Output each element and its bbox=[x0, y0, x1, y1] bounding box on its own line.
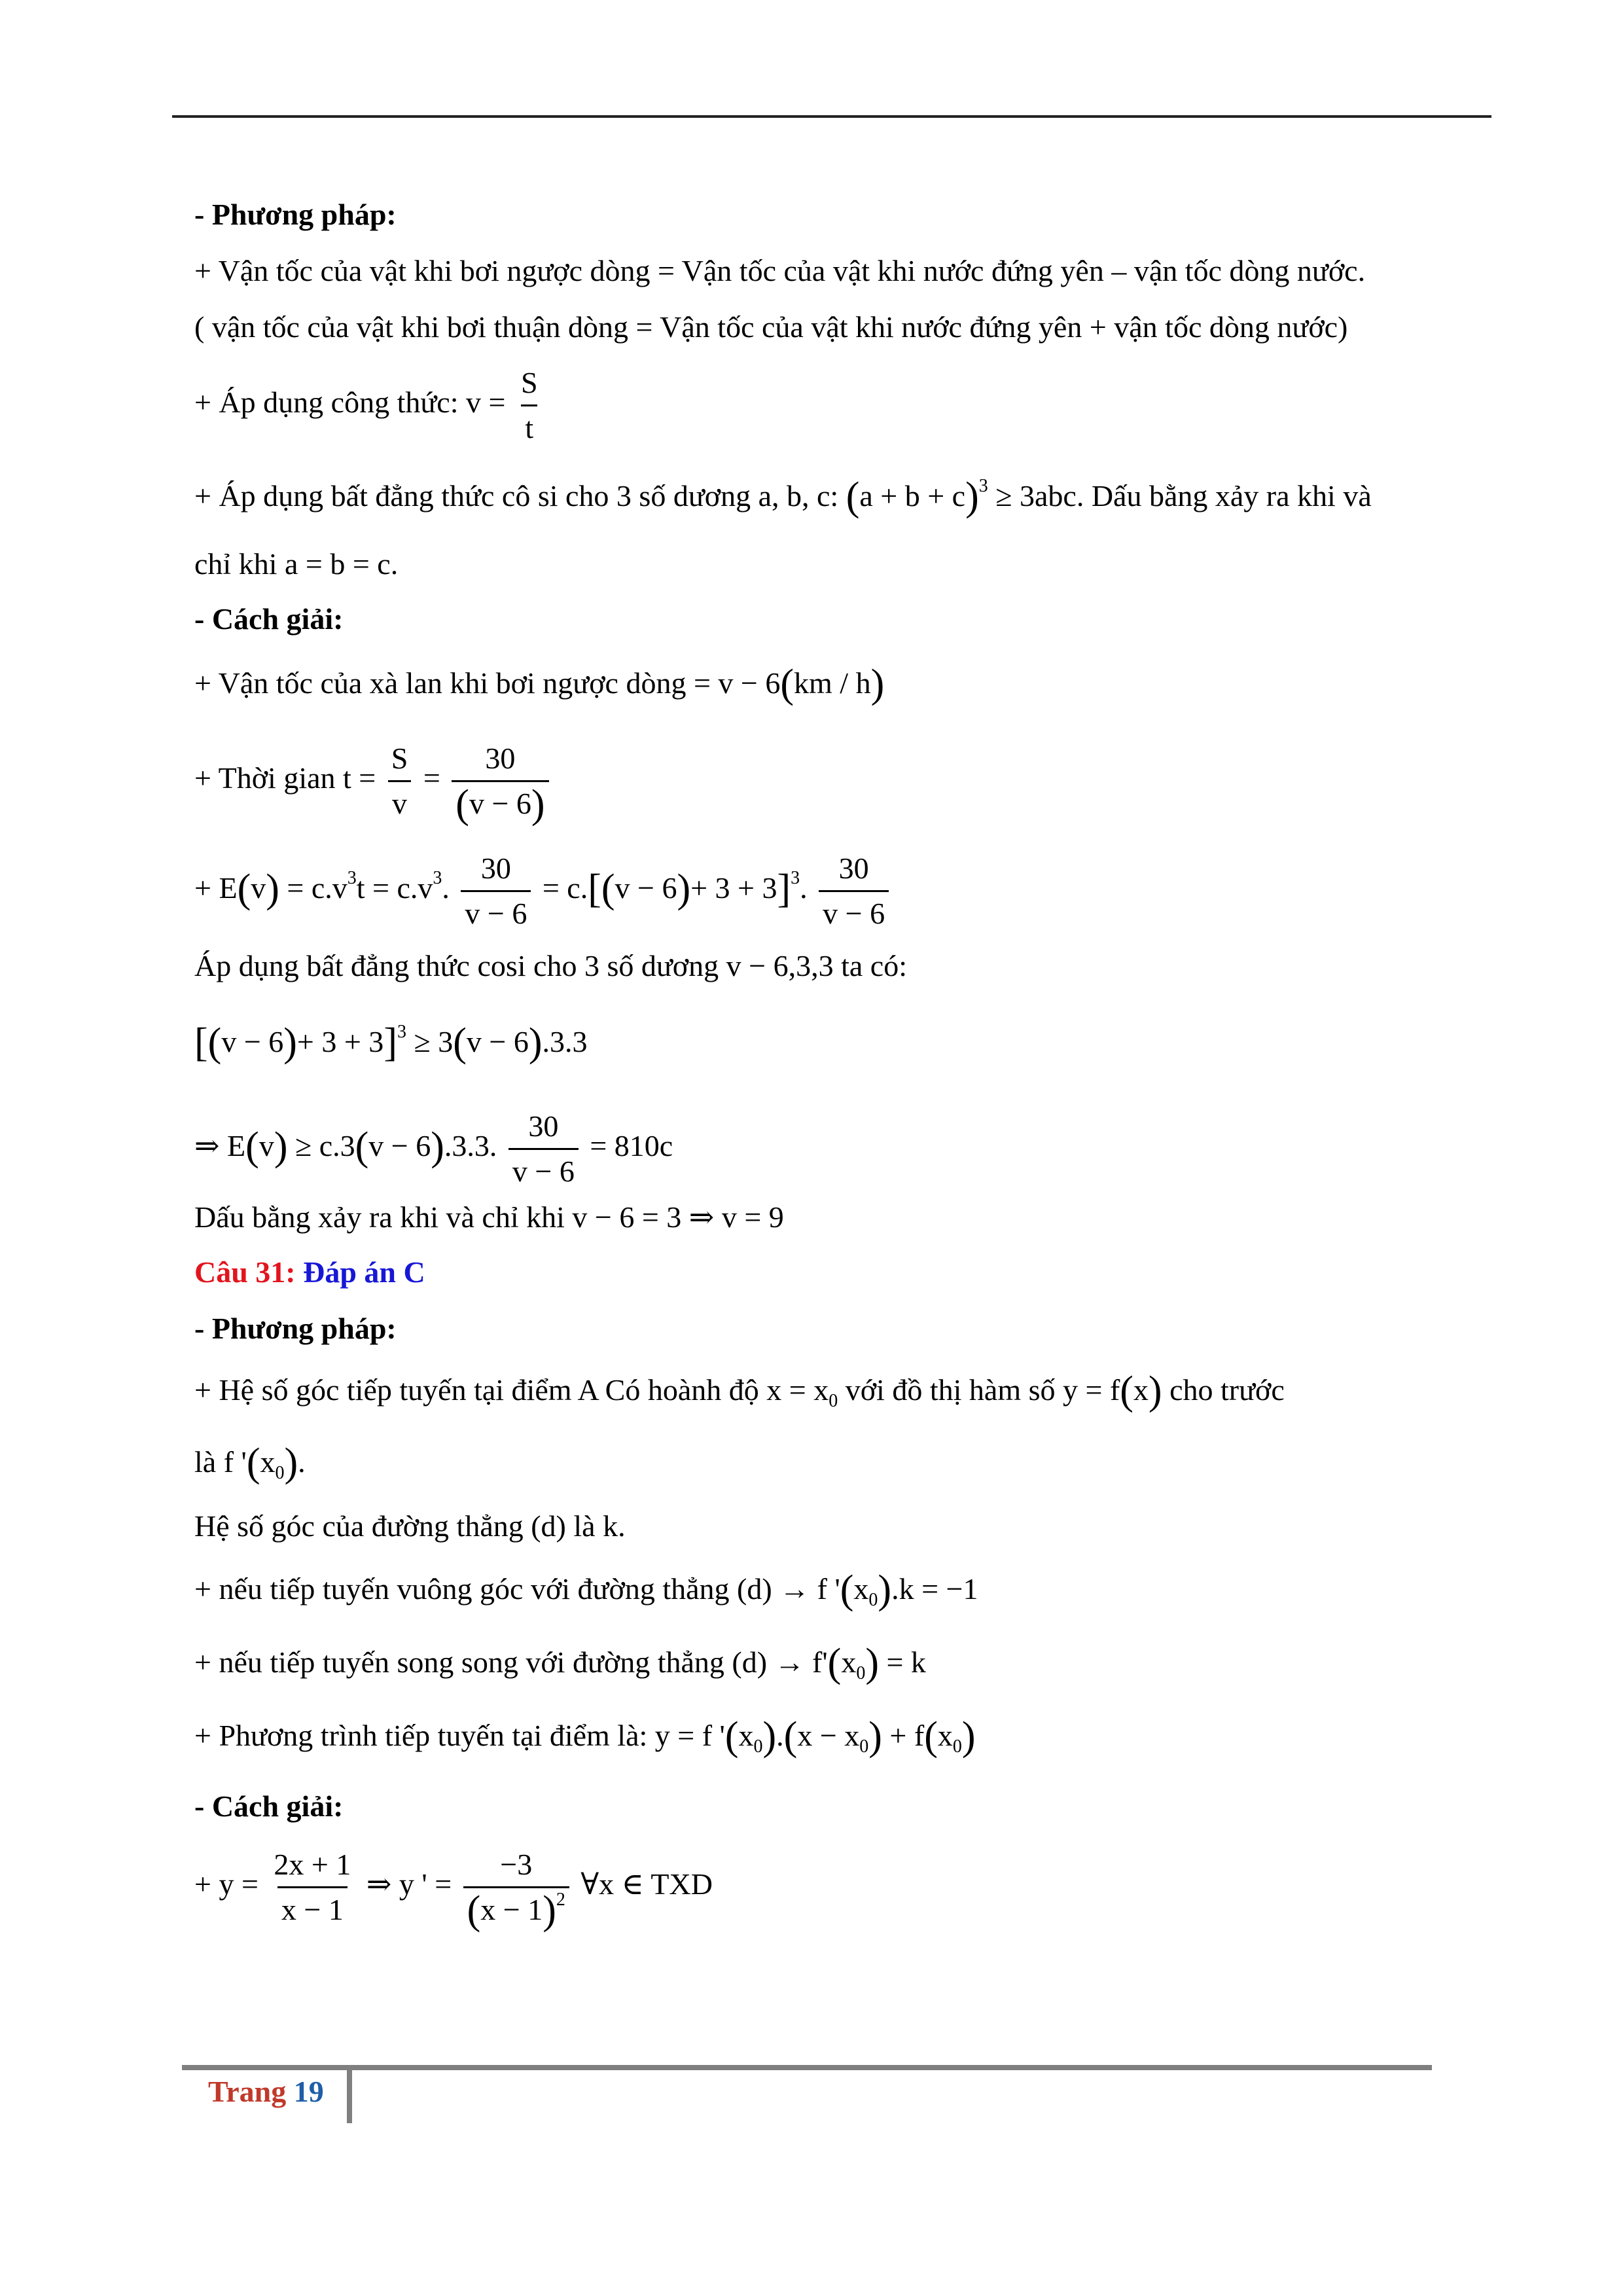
paren: ) bbox=[543, 1888, 556, 1933]
expr: y = f ' bbox=[654, 1719, 725, 1752]
exponent: 2 bbox=[556, 1890, 565, 1910]
expr: = c.v bbox=[287, 871, 348, 905]
paren: ( bbox=[237, 867, 251, 912]
bracket: [ bbox=[588, 867, 601, 912]
text: ta có: bbox=[841, 949, 907, 982]
numerator: S bbox=[520, 366, 538, 399]
subscript: 0 bbox=[275, 1463, 285, 1483]
method-line-1 bbox=[194, 1369, 1285, 1413]
method-line-6 bbox=[194, 1714, 976, 1759]
text: + Áp dụng công thức: bbox=[194, 386, 459, 420]
paren: ) bbox=[431, 1124, 444, 1170]
method-heading: - Phương pháp: bbox=[194, 198, 397, 231]
expr: .3.3. bbox=[444, 1129, 497, 1163]
denominator: v − 6 bbox=[508, 1148, 579, 1193]
expr: x − x bbox=[797, 1719, 860, 1752]
question-label: Câu 31: bbox=[194, 1255, 296, 1289]
exponent: 3 bbox=[791, 868, 800, 889]
paren: ) bbox=[528, 1020, 543, 1065]
paren: ) bbox=[1148, 1369, 1162, 1413]
footer-divider bbox=[347, 2068, 352, 2123]
solution-line-5 bbox=[194, 1020, 588, 1065]
answer-label: Đáp án C bbox=[303, 1255, 425, 1289]
formula-lhs: v = bbox=[466, 386, 506, 420]
question-header bbox=[194, 1254, 425, 1291]
text: + Thời gian bbox=[194, 761, 336, 795]
expr: + 3 + 3 bbox=[296, 1025, 384, 1058]
method-line-4 bbox=[194, 475, 1372, 519]
paren: ( bbox=[207, 1020, 222, 1065]
numerator: S bbox=[391, 742, 408, 775]
formula bbox=[219, 847, 893, 935]
text: Dấu bằng xảy ra khi và chỉ khi bbox=[194, 1200, 565, 1234]
paren: ) bbox=[531, 782, 545, 827]
expr: t = c.v bbox=[356, 871, 433, 905]
expr: x bbox=[260, 1445, 276, 1479]
subscript: 0 bbox=[753, 1736, 763, 1757]
expr: v − 6 bbox=[615, 871, 677, 905]
fraction bbox=[452, 737, 548, 825]
expr: .k = −1 bbox=[891, 1572, 978, 1605]
paren: ) bbox=[868, 1714, 882, 1759]
text: chỉ khi bbox=[194, 547, 277, 581]
expr: → f ' bbox=[779, 1572, 840, 1605]
paren: ( bbox=[467, 1888, 481, 1933]
paren: ( bbox=[245, 1124, 259, 1170]
expr: ≥ 3abc bbox=[995, 479, 1077, 512]
bracket: ] bbox=[383, 1020, 397, 1065]
expr: x = x bbox=[766, 1373, 829, 1407]
paren: ) bbox=[283, 1020, 297, 1065]
expr: x bbox=[937, 1719, 953, 1752]
subscript: 0 bbox=[829, 1391, 838, 1411]
formula bbox=[766, 1372, 838, 1411]
method-line-2: ( vận tốc của vật khi bơi thuận dòng = Vận tốc của vật khi nước đứng yên + vận tốc dòng nước) bbox=[194, 310, 1348, 344]
method-heading: - Phương pháp: bbox=[194, 1312, 397, 1345]
solution-line-3 bbox=[194, 847, 893, 935]
solution-heading: - Cách giải: bbox=[194, 1789, 344, 1823]
subscript: 0 bbox=[856, 1663, 866, 1683]
paren: ( bbox=[924, 1714, 938, 1759]
expr: ∀x ∈ TXD bbox=[580, 1867, 713, 1901]
method-line-1: + Vận tốc của vật khi bơi ngược dòng = Vận tốc của vật khi nước đứng yên – vận tốc dòng nước. bbox=[194, 254, 1366, 287]
expr: x bbox=[853, 1572, 869, 1605]
formula bbox=[219, 1843, 712, 1931]
expr: y = f bbox=[1063, 1373, 1120, 1407]
paren: ( bbox=[846, 475, 860, 519]
denominator: v − 6 bbox=[461, 890, 531, 935]
expr: a + b + c bbox=[859, 479, 966, 512]
paren: ) bbox=[965, 475, 979, 519]
expr: + 3 + 3 bbox=[690, 871, 777, 905]
numerator: 30 bbox=[838, 852, 869, 885]
fraction bbox=[461, 847, 531, 935]
paren: ( bbox=[246, 1441, 260, 1485]
denominator: t bbox=[521, 404, 537, 450]
paren: ) bbox=[677, 867, 691, 912]
formula bbox=[194, 1105, 673, 1193]
text: + bbox=[194, 1867, 211, 1901]
fraction bbox=[819, 847, 889, 935]
paren: ( bbox=[355, 1124, 369, 1170]
expr: t = bbox=[343, 761, 376, 795]
paren: ) bbox=[274, 1124, 288, 1170]
text: + nếu tiếp tuyến song song với đường thẳng (d) bbox=[194, 1645, 768, 1679]
denominator: v − 6 bbox=[819, 890, 889, 935]
paren: ) bbox=[870, 662, 885, 706]
formula bbox=[718, 662, 885, 706]
expr: x bbox=[1133, 1373, 1149, 1407]
expr: → f' bbox=[774, 1645, 828, 1679]
bracket: ] bbox=[777, 867, 791, 912]
numerator: 2x + 1 bbox=[274, 1848, 351, 1881]
paren: ) bbox=[284, 1441, 298, 1485]
expr: f ' bbox=[223, 1445, 247, 1479]
formula bbox=[194, 1020, 588, 1065]
text: . bbox=[390, 547, 399, 581]
page-number bbox=[208, 2073, 324, 2110]
paren: ( bbox=[840, 1568, 854, 1612]
text: cho trước bbox=[1169, 1373, 1285, 1407]
fraction bbox=[387, 737, 412, 825]
method-line-3 bbox=[194, 361, 546, 450]
expr: v − 6 bbox=[469, 787, 531, 820]
expr: = c. bbox=[542, 871, 588, 905]
numerator: −3 bbox=[500, 1848, 533, 1881]
fraction bbox=[508, 1105, 579, 1193]
text: Áp dụng bất đẳng thức cosi cho 3 số dương bbox=[194, 949, 719, 982]
solution-line-7 bbox=[194, 1199, 784, 1236]
expr: v − 6 bbox=[368, 1129, 431, 1163]
unit: km / h bbox=[794, 666, 871, 700]
denominator bbox=[452, 780, 548, 825]
text: + Phương trình tiếp tuyến tại điểm là: bbox=[194, 1719, 648, 1752]
fraction bbox=[270, 1843, 355, 1931]
denominator: v bbox=[388, 780, 411, 825]
expr: = bbox=[423, 761, 440, 795]
formula bbox=[654, 1714, 976, 1759]
paren: ) bbox=[762, 1714, 777, 1759]
expr: x bbox=[841, 1645, 857, 1679]
paren: ( bbox=[1120, 1369, 1133, 1413]
subscript: 0 bbox=[859, 1736, 869, 1757]
subscript: 0 bbox=[868, 1590, 878, 1610]
text: với đồ thị hàm số bbox=[845, 1373, 1056, 1407]
text: + bbox=[194, 871, 211, 905]
fraction bbox=[517, 361, 542, 450]
solution-line-1 bbox=[194, 1843, 713, 1931]
expr: ≥ 3 bbox=[414, 1025, 454, 1058]
solution-line-1 bbox=[194, 662, 885, 706]
method-line-5 bbox=[194, 546, 398, 583]
exponent: 3 bbox=[347, 868, 357, 889]
formula: v − 6 = 3 ⇒ v = 9 bbox=[572, 1200, 784, 1234]
expr: . bbox=[442, 871, 450, 905]
solution-heading: - Cách giải: bbox=[194, 602, 344, 636]
expr: y = bbox=[219, 1867, 259, 1901]
header-rule bbox=[172, 115, 1491, 118]
footer-rule bbox=[182, 2065, 1432, 2070]
formula: v − 6,3,3 bbox=[726, 949, 834, 982]
paren: ( bbox=[783, 1714, 798, 1759]
expr: ≥ c.3 bbox=[294, 1129, 355, 1163]
text: . Dấu bằng xảy ra khi và bbox=[1076, 479, 1372, 512]
text: . bbox=[298, 1445, 306, 1479]
text: + Áp dụng bất đẳng thức cô si cho 3 số dương a, b, c: bbox=[194, 479, 839, 512]
expr: . bbox=[800, 871, 808, 905]
formula bbox=[343, 737, 553, 825]
expr: ⇒ E bbox=[194, 1129, 246, 1163]
paren: ) bbox=[266, 867, 279, 912]
paren: ( bbox=[724, 1714, 739, 1759]
numerator: 30 bbox=[528, 1109, 559, 1143]
expr: x − 1 bbox=[480, 1893, 543, 1926]
denominator bbox=[463, 1886, 569, 1931]
solution-line-4 bbox=[194, 948, 907, 984]
formula bbox=[223, 1441, 298, 1485]
expr: x bbox=[738, 1719, 754, 1752]
page-number-value: 19 bbox=[293, 2075, 324, 2108]
expr: v − 6 bbox=[466, 1025, 529, 1058]
paren: ( bbox=[455, 782, 469, 827]
formula bbox=[774, 1641, 926, 1685]
paren: ) bbox=[961, 1714, 976, 1759]
method-line-3: Hệ số góc của đường thẳng (d) là k. bbox=[194, 1509, 626, 1543]
bracket: [ bbox=[194, 1020, 208, 1065]
method-line-2 bbox=[194, 1441, 306, 1485]
text: + Vận tốc của xà lan khi bơi ngược dòng = bbox=[194, 666, 711, 700]
paren: ( bbox=[780, 662, 794, 706]
expr: = 810c bbox=[590, 1129, 673, 1163]
exponent: 3 bbox=[433, 868, 442, 889]
expr: v − 6 bbox=[221, 1025, 284, 1058]
fraction bbox=[463, 1843, 569, 1931]
text: là bbox=[194, 1445, 217, 1479]
formula bbox=[466, 361, 546, 450]
expr: = k bbox=[886, 1645, 926, 1679]
expr: v bbox=[251, 871, 266, 905]
expr: .3.3 bbox=[542, 1025, 588, 1058]
expr: ⇒ y ' = bbox=[366, 1867, 452, 1901]
paren: ( bbox=[453, 1020, 467, 1065]
formula bbox=[779, 1568, 978, 1612]
paren: ( bbox=[827, 1641, 842, 1685]
formula bbox=[846, 475, 1077, 519]
paren: ( bbox=[601, 867, 615, 912]
solution-line-6 bbox=[194, 1105, 673, 1193]
formula bbox=[1063, 1369, 1162, 1413]
method-line-5 bbox=[194, 1641, 926, 1685]
expr: . bbox=[776, 1719, 784, 1752]
method-line-4 bbox=[194, 1568, 978, 1612]
solution-line-2 bbox=[194, 737, 553, 825]
numerator: 30 bbox=[485, 742, 516, 775]
numerator: 30 bbox=[480, 852, 511, 885]
paren: ) bbox=[865, 1641, 879, 1685]
text: + Hệ số góc tiếp tuyến tại điểm A Có hoành độ bbox=[194, 1373, 759, 1407]
expr: v − 6 bbox=[718, 666, 781, 700]
paren: ) bbox=[878, 1568, 892, 1612]
expr: E bbox=[219, 871, 238, 905]
formula: a = b = c bbox=[284, 547, 391, 581]
text: + nếu tiếp tuyến vuông góc với đường thẳng (d) bbox=[194, 1572, 772, 1605]
page-word: Trang bbox=[208, 2075, 287, 2108]
denominator: x − 1 bbox=[277, 1886, 348, 1931]
expr: + f bbox=[889, 1719, 925, 1752]
exponent: 3 bbox=[397, 1022, 406, 1042]
subscript: 0 bbox=[952, 1736, 962, 1757]
expr: v bbox=[259, 1129, 274, 1163]
exponent: 3 bbox=[978, 476, 988, 496]
